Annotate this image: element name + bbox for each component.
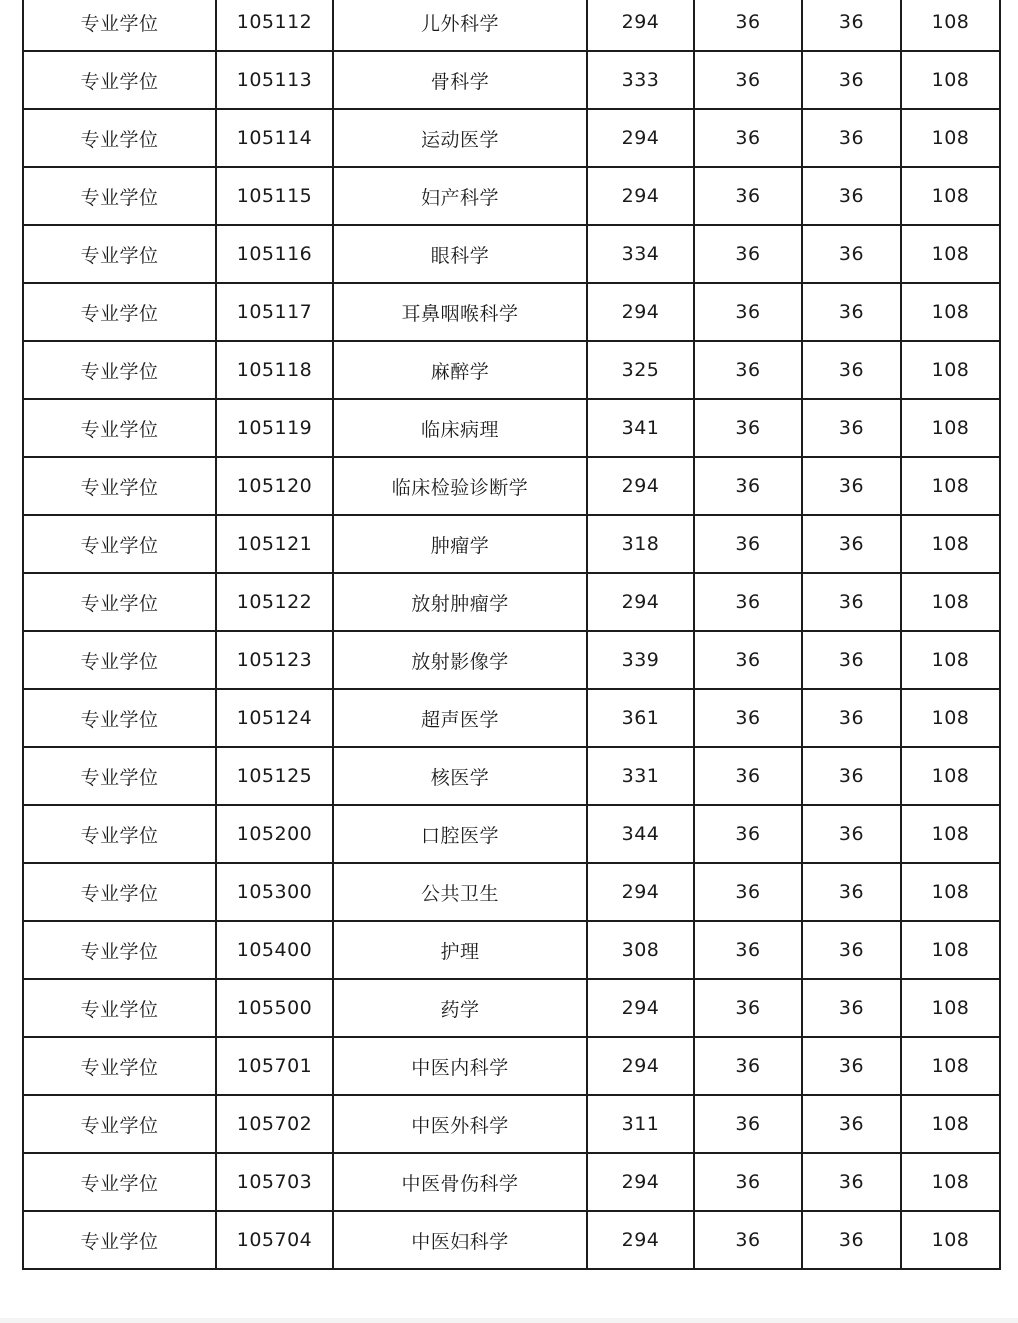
total-score-cell: 294 xyxy=(587,457,694,515)
major-name-cell: 放射肿瘤学 xyxy=(333,573,587,631)
major-name-cell: 公共卫生 xyxy=(333,863,587,921)
total-score-cell: 334 xyxy=(587,225,694,283)
subject3-score-cell: 108 xyxy=(901,51,1000,109)
major-name-cell: 中医妇科学 xyxy=(333,1211,587,1269)
subject2-score-cell: 36 xyxy=(802,51,901,109)
degree-type-cell: 专业学位 xyxy=(23,225,216,283)
subject1-score-cell: 36 xyxy=(694,457,802,515)
subject3-score-cell: 108 xyxy=(901,979,1000,1037)
major-code-cell: 105117 xyxy=(216,283,333,341)
subject3-score-cell: 108 xyxy=(901,283,1000,341)
subject3-score-cell: 108 xyxy=(901,747,1000,805)
major-code-cell: 105704 xyxy=(216,1211,333,1269)
subject3-score-cell: 108 xyxy=(901,573,1000,631)
major-name-cell: 临床检验诊断学 xyxy=(333,457,587,515)
major-code-cell: 105123 xyxy=(216,631,333,689)
subject2-score-cell: 36 xyxy=(802,1095,901,1153)
table-row xyxy=(23,747,1000,805)
degree-type-cell: 专业学位 xyxy=(23,167,216,225)
subject1-score-cell: 36 xyxy=(694,1153,802,1211)
subject3-score-cell: 108 xyxy=(901,805,1000,863)
table-row xyxy=(23,399,1000,457)
subject1-score-cell: 36 xyxy=(694,109,802,167)
major-code-cell: 105400 xyxy=(216,921,333,979)
subject3-score-cell: 108 xyxy=(901,921,1000,979)
major-code-cell: 105121 xyxy=(216,515,333,573)
total-score-cell: 308 xyxy=(587,921,694,979)
major-name-cell: 放射影像学 xyxy=(333,631,587,689)
subject1-score-cell: 36 xyxy=(694,225,802,283)
subject2-score-cell: 36 xyxy=(802,573,901,631)
degree-type-cell: 专业学位 xyxy=(23,805,216,863)
major-code-cell: 105114 xyxy=(216,109,333,167)
subject1-score-cell: 36 xyxy=(694,1211,802,1269)
subject2-score-cell: 36 xyxy=(802,109,901,167)
degree-type-cell: 专业学位 xyxy=(23,1095,216,1153)
total-score-cell: 318 xyxy=(587,515,694,573)
table-row xyxy=(23,225,1000,283)
subject1-score-cell: 36 xyxy=(694,1037,802,1095)
subject3-score-cell: 108 xyxy=(901,225,1000,283)
degree-type-cell: 专业学位 xyxy=(23,1153,216,1211)
major-name-cell: 中医内科学 xyxy=(333,1037,587,1095)
total-score-cell: 333 xyxy=(587,51,694,109)
degree-type-cell: 专业学位 xyxy=(23,0,216,51)
subject2-score-cell: 36 xyxy=(802,979,901,1037)
degree-type-cell: 专业学位 xyxy=(23,341,216,399)
major-code-cell: 105113 xyxy=(216,51,333,109)
total-score-cell: 294 xyxy=(587,1037,694,1095)
table-row xyxy=(23,573,1000,631)
total-score-cell: 294 xyxy=(587,979,694,1037)
degree-type-cell: 专业学位 xyxy=(23,1211,216,1269)
subject1-score-cell: 36 xyxy=(694,515,802,573)
major-name-cell: 核医学 xyxy=(333,747,587,805)
subject2-score-cell: 36 xyxy=(802,341,901,399)
major-code-cell: 105119 xyxy=(216,399,333,457)
score-table-body xyxy=(23,0,1000,1269)
table-row xyxy=(23,283,1000,341)
total-score-cell: 294 xyxy=(587,573,694,631)
subject2-score-cell: 36 xyxy=(802,1153,901,1211)
subject2-score-cell: 36 xyxy=(802,1037,901,1095)
degree-type-cell: 专业学位 xyxy=(23,457,216,515)
subject2-score-cell: 36 xyxy=(802,1211,901,1269)
table-row xyxy=(23,689,1000,747)
table-row xyxy=(23,109,1000,167)
score-table xyxy=(22,0,1001,1270)
subject3-score-cell: 108 xyxy=(901,689,1000,747)
subject2-score-cell: 36 xyxy=(802,399,901,457)
table-row xyxy=(23,805,1000,863)
total-score-cell: 361 xyxy=(587,689,694,747)
major-name-cell: 运动医学 xyxy=(333,109,587,167)
major-name-cell: 肿瘤学 xyxy=(333,515,587,573)
subject1-score-cell: 36 xyxy=(694,631,802,689)
major-code-cell: 105125 xyxy=(216,747,333,805)
major-name-cell: 临床病理 xyxy=(333,399,587,457)
degree-type-cell: 专业学位 xyxy=(23,109,216,167)
subject3-score-cell: 108 xyxy=(901,457,1000,515)
degree-type-cell: 专业学位 xyxy=(23,689,216,747)
table-row xyxy=(23,1211,1000,1269)
total-score-cell: 341 xyxy=(587,399,694,457)
subject1-score-cell: 36 xyxy=(694,921,802,979)
subject1-score-cell: 36 xyxy=(694,805,802,863)
table-row xyxy=(23,1037,1000,1095)
total-score-cell: 294 xyxy=(587,283,694,341)
page-bottom-edge xyxy=(0,1318,1018,1323)
table-row xyxy=(23,457,1000,515)
degree-type-cell: 专业学位 xyxy=(23,979,216,1037)
table-row xyxy=(23,863,1000,921)
total-score-cell: 339 xyxy=(587,631,694,689)
subject1-score-cell: 36 xyxy=(694,167,802,225)
major-code-cell: 105116 xyxy=(216,225,333,283)
major-name-cell: 妇产科学 xyxy=(333,167,587,225)
major-name-cell: 药学 xyxy=(333,979,587,1037)
subject2-score-cell: 36 xyxy=(802,689,901,747)
subject2-score-cell: 36 xyxy=(802,921,901,979)
subject3-score-cell: 108 xyxy=(901,109,1000,167)
subject1-score-cell: 36 xyxy=(694,1095,802,1153)
subject2-score-cell: 36 xyxy=(802,805,901,863)
major-name-cell: 口腔医学 xyxy=(333,805,587,863)
subject3-score-cell: 108 xyxy=(901,515,1000,573)
degree-type-cell: 专业学位 xyxy=(23,51,216,109)
major-code-cell: 105500 xyxy=(216,979,333,1037)
total-score-cell: 294 xyxy=(587,109,694,167)
major-code-cell: 105115 xyxy=(216,167,333,225)
major-name-cell: 骨科学 xyxy=(333,51,587,109)
major-code-cell: 105702 xyxy=(216,1095,333,1153)
degree-type-cell: 专业学位 xyxy=(23,515,216,573)
degree-type-cell: 专业学位 xyxy=(23,921,216,979)
subject2-score-cell: 36 xyxy=(802,863,901,921)
subject3-score-cell: 108 xyxy=(901,0,1000,51)
subject1-score-cell: 36 xyxy=(694,51,802,109)
major-name-cell: 中医外科学 xyxy=(333,1095,587,1153)
subject3-score-cell: 108 xyxy=(901,1153,1000,1211)
subject2-score-cell: 36 xyxy=(802,457,901,515)
subject1-score-cell: 36 xyxy=(694,399,802,457)
degree-type-cell: 专业学位 xyxy=(23,747,216,805)
table-row xyxy=(23,51,1000,109)
major-name-cell: 护理 xyxy=(333,921,587,979)
major-code-cell: 105701 xyxy=(216,1037,333,1095)
table-row xyxy=(23,0,1000,51)
major-code-cell: 105120 xyxy=(216,457,333,515)
table-row xyxy=(23,921,1000,979)
subject2-score-cell: 36 xyxy=(802,631,901,689)
table-row xyxy=(23,167,1000,225)
major-code-cell: 105300 xyxy=(216,863,333,921)
major-code-cell: 105703 xyxy=(216,1153,333,1211)
subject3-score-cell: 108 xyxy=(901,631,1000,689)
subject1-score-cell: 36 xyxy=(694,283,802,341)
subject1-score-cell: 36 xyxy=(694,341,802,399)
major-code-cell: 105112 xyxy=(216,0,333,51)
subject1-score-cell: 36 xyxy=(694,0,802,51)
major-code-cell: 105200 xyxy=(216,805,333,863)
major-code-cell: 105122 xyxy=(216,573,333,631)
subject1-score-cell: 36 xyxy=(694,689,802,747)
table-row xyxy=(23,341,1000,399)
subject3-score-cell: 108 xyxy=(901,341,1000,399)
subject2-score-cell: 36 xyxy=(802,747,901,805)
subject1-score-cell: 36 xyxy=(694,979,802,1037)
subject1-score-cell: 36 xyxy=(694,863,802,921)
total-score-cell: 311 xyxy=(587,1095,694,1153)
total-score-cell: 325 xyxy=(587,341,694,399)
table-row xyxy=(23,515,1000,573)
degree-type-cell: 专业学位 xyxy=(23,399,216,457)
total-score-cell: 294 xyxy=(587,1211,694,1269)
total-score-cell: 294 xyxy=(587,863,694,921)
table-row xyxy=(23,1153,1000,1211)
subject3-score-cell: 108 xyxy=(901,863,1000,921)
subject2-score-cell: 36 xyxy=(802,167,901,225)
degree-type-cell: 专业学位 xyxy=(23,631,216,689)
degree-type-cell: 专业学位 xyxy=(23,1037,216,1095)
subject1-score-cell: 36 xyxy=(694,573,802,631)
major-code-cell: 105124 xyxy=(216,689,333,747)
degree-type-cell: 专业学位 xyxy=(23,863,216,921)
subject3-score-cell: 108 xyxy=(901,1037,1000,1095)
table-row xyxy=(23,979,1000,1037)
subject2-score-cell: 36 xyxy=(802,225,901,283)
table-row xyxy=(23,631,1000,689)
subject3-score-cell: 108 xyxy=(901,167,1000,225)
subject2-score-cell: 36 xyxy=(802,515,901,573)
total-score-cell: 294 xyxy=(587,0,694,51)
total-score-cell: 344 xyxy=(587,805,694,863)
major-code-cell: 105118 xyxy=(216,341,333,399)
total-score-cell: 331 xyxy=(587,747,694,805)
total-score-cell: 294 xyxy=(587,1153,694,1211)
subject3-score-cell: 108 xyxy=(901,1095,1000,1153)
subject3-score-cell: 108 xyxy=(901,399,1000,457)
subject2-score-cell: 36 xyxy=(802,283,901,341)
major-name-cell: 麻醉学 xyxy=(333,341,587,399)
total-score-cell: 294 xyxy=(587,167,694,225)
subject1-score-cell: 36 xyxy=(694,747,802,805)
major-name-cell: 儿外科学 xyxy=(333,0,587,51)
major-name-cell: 眼科学 xyxy=(333,225,587,283)
subject3-score-cell: 108 xyxy=(901,1211,1000,1269)
degree-type-cell: 专业学位 xyxy=(23,573,216,631)
subject2-score-cell: 36 xyxy=(802,0,901,51)
major-name-cell: 耳鼻咽喉科学 xyxy=(333,283,587,341)
major-name-cell: 超声医学 xyxy=(333,689,587,747)
degree-type-cell: 专业学位 xyxy=(23,283,216,341)
table-row xyxy=(23,1095,1000,1153)
major-name-cell: 中医骨伤科学 xyxy=(333,1153,587,1211)
